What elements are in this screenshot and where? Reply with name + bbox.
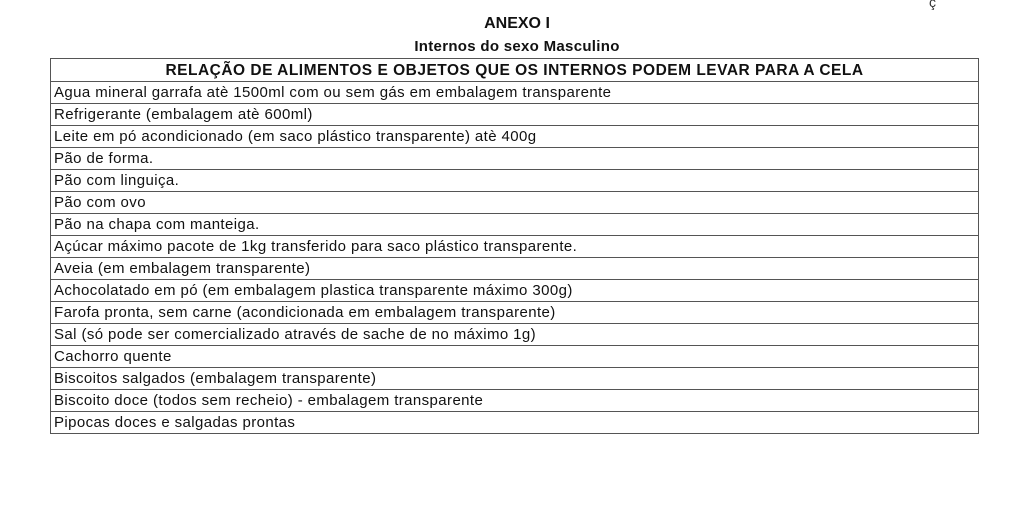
table-cell: Pão com ovo (51, 192, 979, 214)
annex-title: ANEXO I (484, 15, 550, 32)
table-row (51, 390, 979, 412)
table-row (51, 192, 979, 214)
table-row (51, 104, 979, 126)
table-row (51, 302, 979, 324)
table-cell: Leite em pó acondicionado (em saco plástico transparente) atè 400g (51, 126, 979, 148)
table-row (51, 346, 979, 368)
table-row (51, 126, 979, 148)
table-cell: Cachorro quente (51, 346, 979, 368)
table-cell: Pão na chapa com manteiga. (51, 214, 979, 236)
table-cell: Aveia (em embalagem transparente) (51, 258, 979, 280)
table-cell: Refrigerante (embalagem atè 600ml) (51, 104, 979, 126)
table-cell: Achocolatado em pó (em embalagem plastica transparente máximo 300g) (51, 280, 979, 302)
table-row (51, 236, 979, 258)
table-header: RELAÇÃO DE ALIMENTOS E OBJETOS QUE OS INTERNOS PODEM LEVAR PARA A CELA (51, 59, 979, 82)
table-row (51, 82, 979, 104)
table-row (51, 368, 979, 390)
table-cell: Açúcar máximo pacote de 1kg transferido para saco plástico transparente. (51, 236, 979, 258)
table-cell: Pipocas doces e salgadas prontas (51, 412, 979, 434)
table-row (51, 258, 979, 280)
table-cell: Biscoitos salgados (embalagem transparente) (51, 368, 979, 390)
table-cell: Sal (só pode ser comercializado através de sache de no máximo 1g) (51, 324, 979, 346)
table-row (51, 324, 979, 346)
items-table (50, 58, 979, 434)
table-cell: Farofa pronta, sem carne (acondicionada em embalagem transparente) (51, 302, 979, 324)
table-cell: Pão de forma. (51, 148, 979, 170)
table-cell: Biscoito doce (todos sem recheio) - embalagem transparente (51, 390, 979, 412)
table-row (51, 280, 979, 302)
table-row (51, 412, 979, 434)
annex-subtitle: Internos do sexo Masculino (414, 38, 620, 55)
table-cell: Agua mineral garrafa atè 1500ml com ou sem gás em embalagem transparente (51, 82, 979, 104)
table-row (51, 148, 979, 170)
table-header-row (51, 59, 979, 82)
table-row (51, 170, 979, 192)
corner-mark: ç (929, 0, 936, 10)
table-row (51, 214, 979, 236)
table-cell: Pão com linguiça. (51, 170, 979, 192)
